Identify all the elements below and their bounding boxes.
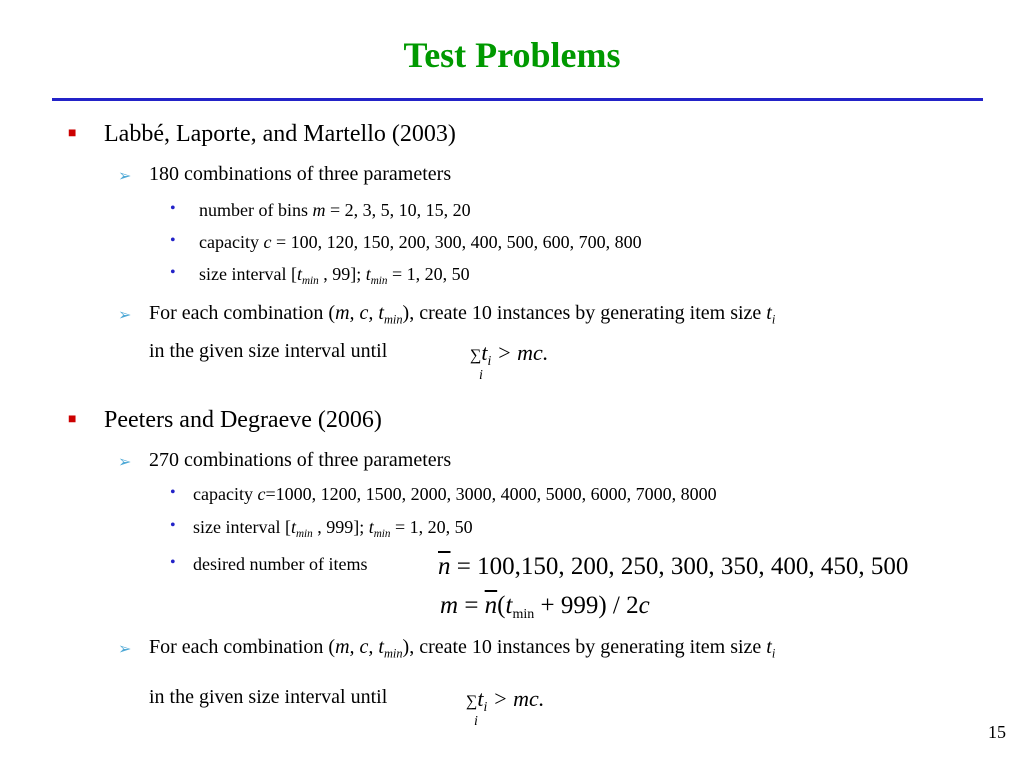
size-mid: , 99]; <box>318 264 366 284</box>
n-bar-var: $\overline{n}$ <box>484 592 498 619</box>
t-var: t <box>368 517 374 537</box>
t-var: t <box>481 340 488 365</box>
size-mid: , 999]; <box>312 517 369 537</box>
arrow-bullet-icon: ➢ <box>118 641 132 658</box>
section-1-sub2-line2: in the given size interval until <box>149 340 388 362</box>
t-var: t <box>766 636 772 658</box>
dot-bullet-icon: • <box>170 554 176 571</box>
bins-label: number of bins <box>199 200 313 220</box>
section-2-capacity-line <box>193 484 717 505</box>
section-1-heading: Labbé, Laporte, and Martello (2003) <box>104 121 456 147</box>
size-values: = 1, 20, 50 <box>390 517 473 537</box>
bins-values: = 2, 3, 5, 10, 15, 20 <box>325 200 471 220</box>
t-var: t <box>477 686 484 711</box>
formula-n-bar <box>438 553 908 581</box>
square-bullet-icon: ■ <box>68 126 77 141</box>
title-divider <box>52 98 983 101</box>
arrow-bullet-icon: ➢ <box>118 168 132 185</box>
min-sub: min <box>295 527 313 540</box>
sub2-pre: For each combination ( <box>149 636 336 658</box>
arrow-bullet-icon: ➢ <box>118 307 132 324</box>
sub2-vars: m, c, t <box>335 636 384 658</box>
n-bar-values: = 100,150, 200, 250, 300, 350, 400, 450, 500 <box>450 553 909 580</box>
i-sub: i <box>483 698 488 714</box>
capacity-var: c <box>257 484 266 504</box>
min-sub: min <box>383 646 403 661</box>
plus-999: + 999) / 2 <box>534 592 639 619</box>
capacity-values: = 100, 120, 150, 200, 300, 400, 500, 600, 700, 800 <box>271 232 642 252</box>
i-sub: i <box>771 646 776 661</box>
dot-bullet-icon: • <box>170 517 176 534</box>
sum-index: i <box>479 368 483 383</box>
capacity-var: c <box>263 232 272 252</box>
section-2-items-line: desired number of items <box>193 554 368 574</box>
min-sub: min <box>301 274 319 287</box>
min-sub-upright: min <box>512 606 535 622</box>
dot-bullet-icon: • <box>170 200 176 217</box>
section-2-sub2 <box>149 636 775 659</box>
sum-index: i <box>474 714 478 729</box>
formula-m <box>440 592 650 620</box>
size-label: size interval [ <box>193 517 291 537</box>
t-var: t <box>296 264 302 284</box>
capacity-label: capacity <box>193 484 258 504</box>
page-number: 15 <box>988 722 1006 742</box>
n-bar-var: $\overline{n}$ <box>438 553 451 580</box>
slide-title: Test Problems <box>403 35 621 75</box>
min-sub: min <box>370 274 388 287</box>
capacity-values: =1000, 1200, 1500, 2000, 3000, 4000, 5000, 6000, 7000, 8000 <box>265 484 717 504</box>
dot-bullet-icon: • <box>170 232 176 249</box>
dot-bullet-icon: • <box>170 264 176 281</box>
capacity-label: capacity <box>199 232 264 252</box>
i-sub: i <box>771 312 776 327</box>
c-var: c <box>638 592 650 619</box>
t-var: t <box>505 592 513 619</box>
section-2-sub1: 270 combinations of three parameters <box>149 449 452 471</box>
sum-icon: ∑ <box>470 347 482 364</box>
mc-expression: > mc. <box>491 340 549 365</box>
dot-bullet-icon: • <box>170 484 176 501</box>
min-sub: min <box>383 312 403 327</box>
bins-var: m <box>312 200 326 220</box>
section-2-heading: Peeters and Degraeve (2006) <box>104 407 382 433</box>
m-var: m <box>440 592 459 619</box>
section-1-capacity-line <box>199 232 642 253</box>
section-1-size-line <box>199 264 470 285</box>
t-var: t <box>290 517 296 537</box>
sub2-vars: m, c, t <box>335 302 384 324</box>
mc-expression: > mc. <box>487 686 545 711</box>
size-label: size interval [ <box>199 264 297 284</box>
sum-icon: ∑ <box>466 693 478 710</box>
square-bullet-icon: ■ <box>68 412 77 427</box>
section-1-sub2 <box>149 302 775 325</box>
section-1-sum-formula <box>470 340 548 366</box>
section-2-sum-formula <box>466 686 544 712</box>
open-paren: ( <box>497 592 506 619</box>
section-1-sub1: 180 combinations of three parameters <box>149 163 452 185</box>
sub2-pre: For each combination ( <box>149 302 336 324</box>
i-sub: i <box>487 352 492 368</box>
t-var: t <box>365 264 371 284</box>
size-values: = 1, 20, 50 <box>387 264 470 284</box>
sub2-post: ), create 10 instances by generating item size <box>402 636 767 658</box>
t-var: t <box>766 302 772 324</box>
min-sub: min <box>373 527 391 540</box>
section-2-sub2-line2: in the given size interval until <box>149 686 388 708</box>
eq-sign: = <box>458 592 485 619</box>
section-2-size-line <box>193 517 473 538</box>
sub2-post: ), create 10 instances by generating item size <box>402 302 767 324</box>
section-1-bins-line <box>199 200 471 221</box>
arrow-bullet-icon: ➢ <box>118 454 132 471</box>
